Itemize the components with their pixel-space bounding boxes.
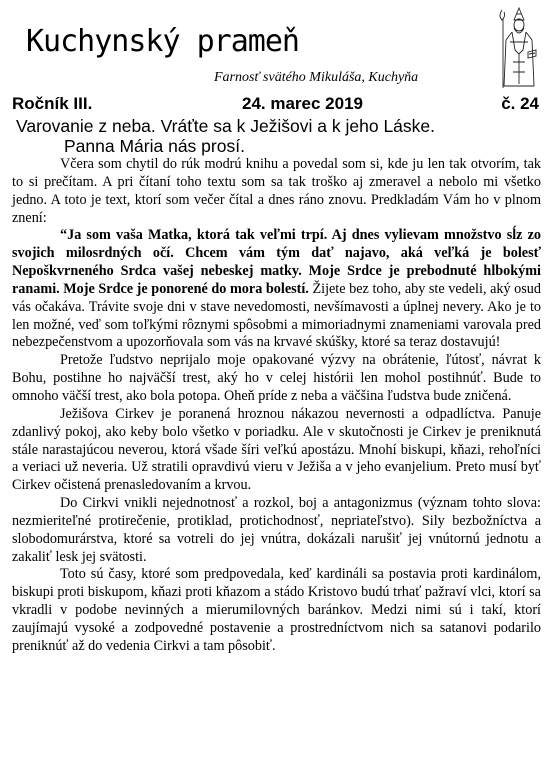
newsletter-title: Kuchynský prameň — [26, 24, 299, 59]
paragraph-quote — [12, 227, 541, 352]
article-body — [12, 156, 541, 656]
parish-subtitle: Farnosť svätého Mikuláša, Kuchyňa — [214, 70, 419, 85]
headline-line-2: Panna Mária nás prosí. — [64, 136, 245, 156]
masthead — [12, 2, 537, 92]
quote-rest-text: Žijete bez toho, aby ste vedeli, aký osud vás očakáva. Trávite svoje dni v stave nevedomosti, nevšímavosti a úplnej nevery. Ako je to len možné, veď som toľkými rôznymi spôsobmi a mimoriadnymi znameniami varovala pred nebezpečenstvom a upozorňovala som vás na krvavé skúšky, ktoré sa teraz dostavujú! — [12, 280, 541, 351]
article-headline — [16, 116, 536, 156]
issue-date: 24. marec 2019 — [242, 94, 363, 113]
paragraph-intro: Včera som chytil do rúk modrú knihu a povedal som si, kde ju len tak otvorím, tak to si prečítam. A pri čítaní toho textu som sa tak troško aj zmeravel a nebolo mi všetko jedno. A toto je text, ktorí som večer čítal a dnes ráno znovu. Predkladám Vám ho v plnom znení: — [12, 156, 541, 226]
volume-label: Ročník III. — [12, 94, 93, 113]
saint-nicholas-icon — [498, 6, 540, 92]
paragraph-3: Pretože ľudstvo neprijalo moje opakované výzvy na obrátenie, ľútosť, návrat k Bohu, postihne ho najväčší trest, aký ho v celej histórii len mohol postihnúť. Bude to omnoho väčší trest, ako bola potopa. Oheň príde z neba a väčšina ľudstva bude zničená. — [12, 352, 541, 404]
issue-number: č. 24 — [501, 94, 539, 113]
paragraph-5: Do Cirkvi vnikli nejednotnosť a rozkol, boj a antagonizmus (význam tohto slova: nezmieriteľné protirečenie, protiklad, protichodnosť, nepriateľstvo). Sily bezbožníctva a slobodomurárstva, ktoré sa votreli do jej vnútra, dokázali narušiť jej vnútornú jednotu a zakaliť lesk jej svätosti. — [12, 495, 541, 565]
headline-line-1: Varovanie z neba. Vráťte sa k Ježišovi a k jeho Láske. — [16, 116, 436, 136]
paragraph-4: Ježišova Cirkev je poranená hroznou nákazou nevernosti a odpadlíctva. Panuje zdanlivý pokoj, ako keby bolo všetko v poriadku. Ale v skutočnosti je Cirkev je preniknutá stále narastajúcou neverou, ktorá všade šíri veľkú apostázu. Mnohí biskupi, kňazi, rehoľníci a veriaci už neveria. Už stratili opravdivú vieru v Ježiša a v jeho evanjelium. Preto musí byť Cirkev očistená prenasledovaním a krvou. — [12, 405, 541, 494]
paragraph-6: Toto sú časy, ktoré som predpovedala, keď kardináli sa postavia proti kardinálom, biskupi proti biskupom, kňazi proti kňazom a stádo Kristovo budú trhať pažraví vlci, ktorí sa vkradli v podobe nevinných a mierumilovných baránkov. Medzi nimi sú i takí, ktorí zaujímajú vysoké a zodpovedné postavenie a prostredníctvom nich sa satanovi podarilo preniknúť až do vedenia Cirkvi a tam pôsobiť. — [12, 566, 541, 654]
quote-bold-text: “Ja som vaša Matka, ktorá tak veľmi trpí. Aj dnes vylievam množstvo sĺz zo svojich milosrdných očí. Chcem vám tým dať najavo, aká veľká je bolesť Nepoškvrneného Srdca vašej nebeskej matky. Moje Srdce je prebodnuté hlbokými ranami. Moje Srdce je ponorené do mora bolestí. — [12, 227, 541, 297]
issue-info-row — [12, 94, 539, 116]
